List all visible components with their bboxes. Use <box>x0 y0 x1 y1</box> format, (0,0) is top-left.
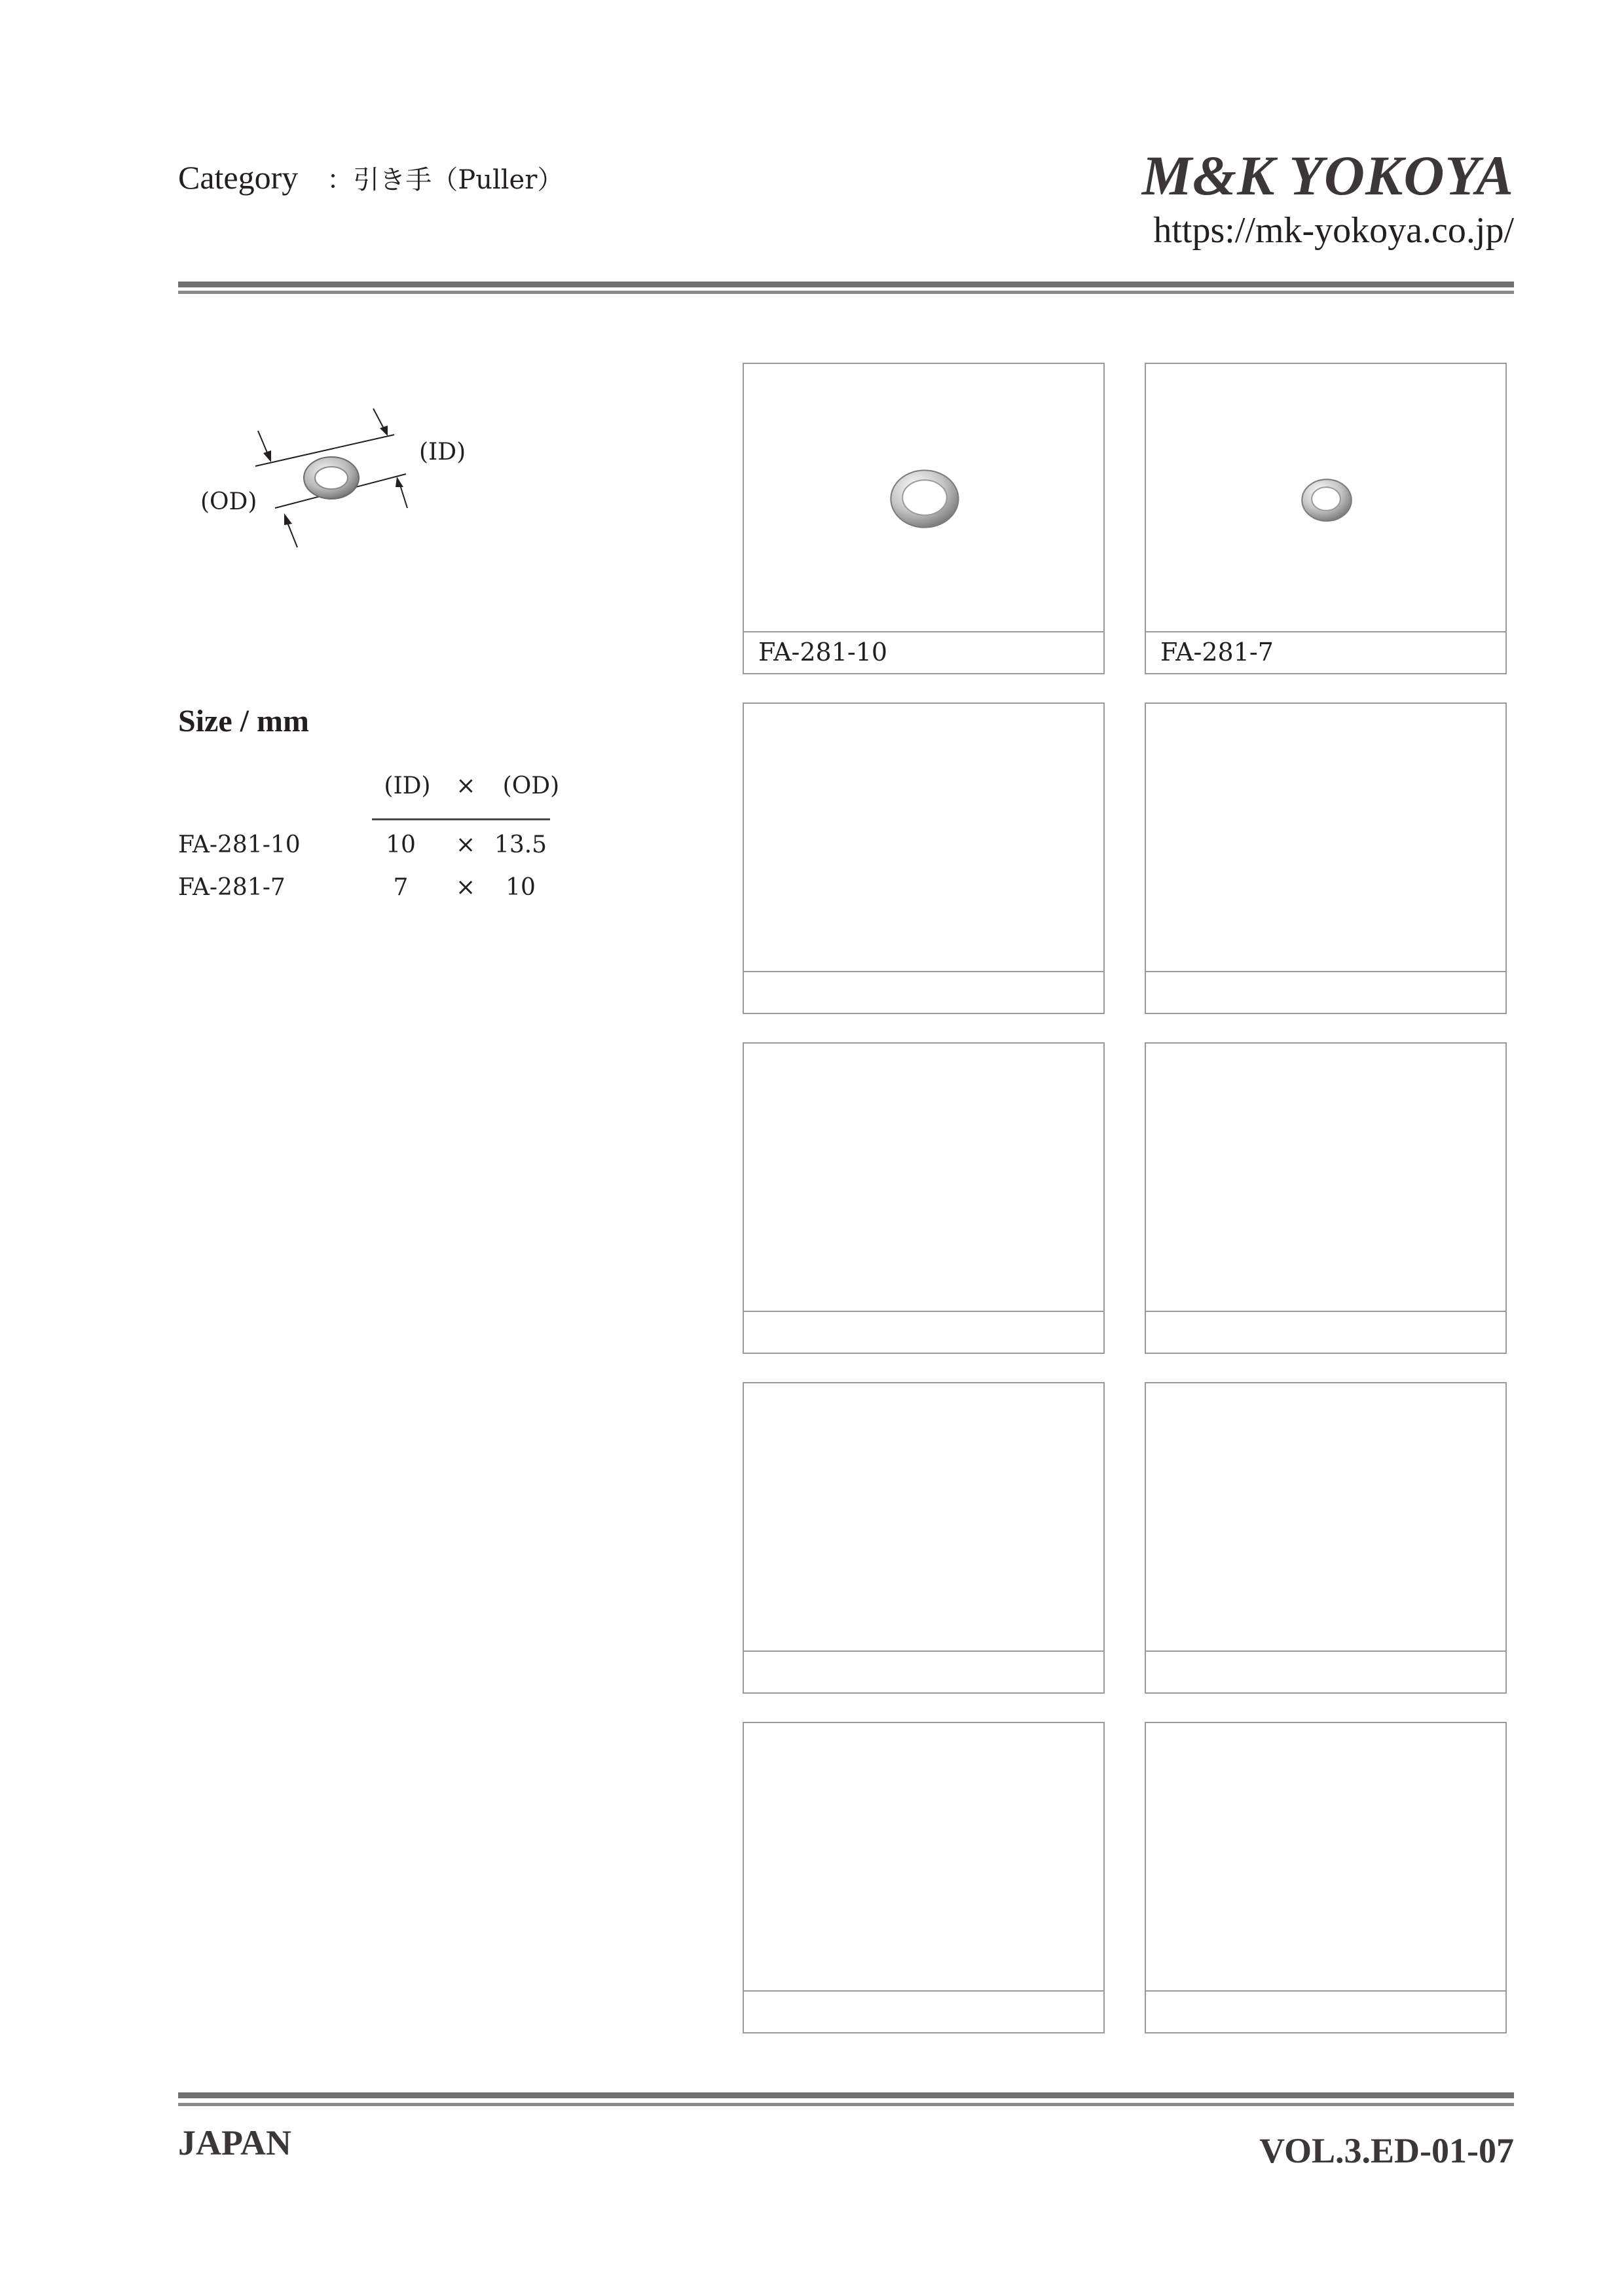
product-image <box>744 364 1103 634</box>
category-value: ：引き手（Puller） <box>327 165 564 195</box>
size-title: Size / mm <box>178 704 309 738</box>
product-code: FA-281-10 <box>178 831 301 858</box>
product-caption <box>1146 1650 1505 1692</box>
product-card[interactable] <box>1145 1722 1507 2033</box>
header-rule-thin <box>178 291 1514 294</box>
header-rule-thick <box>178 282 1514 287</box>
product-caption <box>1146 1990 1505 2032</box>
footer-country: JAPAN <box>178 2123 291 2162</box>
table-row <box>178 874 571 907</box>
product-image <box>1146 364 1505 634</box>
brand-logo: M&K YOKOYA <box>1141 144 1514 207</box>
product-image-empty <box>744 1383 1103 1653</box>
product-image-empty <box>1146 1044 1505 1313</box>
product-card[interactable] <box>743 363 1105 674</box>
product-image-empty <box>744 1044 1103 1313</box>
ring-dimension-diagram <box>177 393 544 563</box>
inner-diameter: 10 <box>386 831 416 858</box>
product-card[interactable] <box>1145 1042 1507 1354</box>
product-image-empty <box>1146 704 1505 974</box>
product-caption <box>744 1650 1103 1692</box>
times-sign: × <box>456 831 476 858</box>
product-image-empty <box>1146 1383 1505 1653</box>
size-table-header <box>375 773 570 799</box>
product-code: FA-281-7 <box>178 874 286 901</box>
od-label: (OD) <box>200 488 257 515</box>
product-card[interactable] <box>1145 1382 1507 1694</box>
product-card[interactable] <box>1145 702 1507 1014</box>
product-card[interactable] <box>743 702 1105 1014</box>
category-line <box>178 158 563 196</box>
table-row <box>178 831 571 864</box>
product-caption <box>1146 1311 1505 1353</box>
product-caption: FA-281-7 <box>1146 631 1505 673</box>
product-image-empty <box>744 1723 1103 1993</box>
product-image-empty <box>1146 1723 1505 1993</box>
header-id: (ID) <box>384 773 431 799</box>
outer-diameter: 10 <box>506 874 536 901</box>
metal-ring-small-icon <box>1302 479 1351 521</box>
product-caption <box>744 1311 1103 1353</box>
product-card[interactable] <box>743 1382 1105 1694</box>
product-card[interactable] <box>1145 363 1507 674</box>
product-card[interactable] <box>743 1042 1105 1354</box>
product-caption <box>744 971 1103 1013</box>
footer-volume: VOL.3.ED-01-07 <box>1259 2131 1514 2170</box>
category-label: Category <box>178 159 299 196</box>
times-sign: × <box>456 874 476 901</box>
header-od: (OD) <box>502 773 560 799</box>
header-x: × <box>456 773 476 799</box>
id-label: (ID) <box>419 439 466 465</box>
footer-rule-thin <box>178 2103 1514 2106</box>
product-card[interactable] <box>743 1722 1105 2033</box>
outer-diameter: 13.5 <box>494 831 547 858</box>
inner-diameter: 7 <box>393 874 409 901</box>
product-caption <box>744 1990 1103 2032</box>
product-caption: FA-281-10 <box>744 631 1103 673</box>
metal-ring-large-icon <box>891 470 958 527</box>
company-url[interactable]: https://mk-yokoya.co.jp/ <box>1153 210 1514 251</box>
size-table-divider <box>372 818 550 820</box>
footer-rule-thick <box>178 2092 1514 2098</box>
product-caption <box>1146 971 1505 1013</box>
ring-icon <box>304 457 359 499</box>
product-image-empty <box>744 704 1103 974</box>
